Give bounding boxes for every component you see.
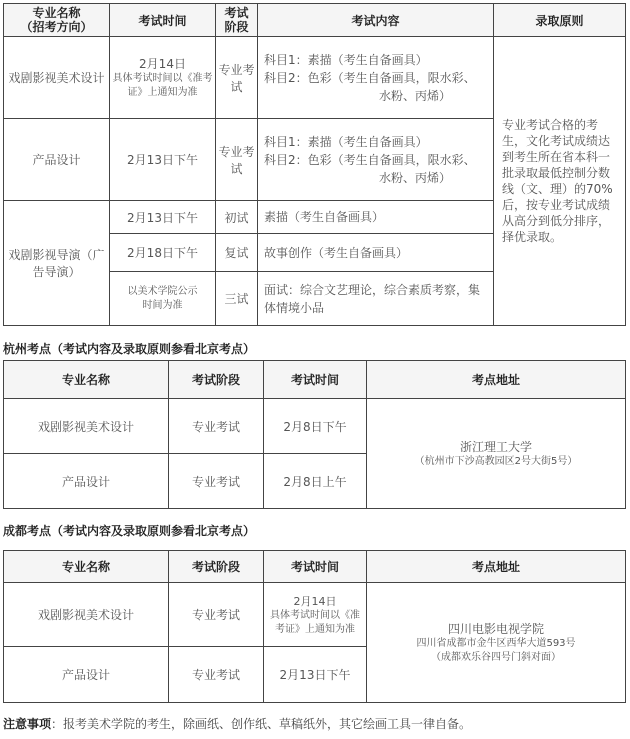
header-stage: 考试阶段 — [169, 551, 264, 583]
header-stage: 考试阶段 — [169, 361, 264, 399]
time-cell: 2月13日下午 — [264, 647, 367, 703]
major-cell: 戏剧影视美术设计 — [4, 583, 169, 647]
content-line: 科目1：素描（考生自备画具） — [264, 52, 428, 67]
major-cell: 戏剧影视美术设计 — [4, 37, 110, 119]
stage-cell: 专业考试 — [169, 647, 264, 703]
address-cell — [367, 583, 626, 703]
major-cell: 产品设计 — [4, 119, 110, 201]
content-cell — [258, 37, 494, 119]
time-sub: 具体考试时间以《准考证》上通知为准 — [270, 609, 360, 635]
header-address: 考点地址 — [367, 361, 626, 399]
stage-cell: 复试 — [216, 234, 258, 272]
address-line: （成都欢乐谷四号门斜对面） — [431, 652, 561, 663]
time-cell — [110, 37, 216, 119]
hangzhou-section-title: 杭州考点（考试内容及录取原则参看北京考点） — [3, 342, 256, 356]
address-name: 浙江理工大学 — [459, 440, 532, 454]
header-major: 专业名称 — [4, 551, 169, 583]
stage-cell: 专业考试 — [169, 583, 264, 647]
time-cell — [264, 583, 367, 647]
stage-cell: 专业考试 — [216, 37, 258, 119]
header-rule: 录取原则 — [494, 4, 626, 37]
stage-cell: 专业考试 — [169, 399, 264, 454]
beijing-exam-table — [3, 3, 626, 326]
major-cell: 戏剧影视美术设计 — [4, 399, 169, 454]
header-stage: 考试 阶段 — [216, 4, 258, 37]
major-cell: 产品设计 — [4, 647, 169, 703]
notice-text: ：报考美术学院的考生，除画纸、创作纸、草稿纸外，其它绘画工具一律自备。 — [51, 717, 472, 731]
time-cell: 2月8日上午 — [264, 454, 367, 509]
chengdu-exam-table — [3, 550, 626, 703]
header-major: 专业名称 — [4, 361, 169, 399]
content-cell: 故事创作（考生自备画具） — [258, 234, 494, 272]
address-name: 四川电影电视学院 — [447, 622, 544, 636]
content-cell: 面试：综合文艺理论，综合素质考察，集体情境小品 — [258, 272, 494, 326]
header-time: 考试时间 — [264, 551, 367, 583]
content-cell: 素描（考生自备画具） — [258, 201, 494, 234]
time-cell: 2月8日下午 — [264, 399, 367, 454]
chengdu-section-title: 成都考点（考试内容及录取原则参看北京考点） — [3, 524, 256, 538]
content-line: 科目2：色彩（考生自备画具，限水彩、 — [264, 152, 476, 167]
stage-cell: 专业考试 — [216, 119, 258, 201]
content-line: 科目1：素描（考生自备画具） — [264, 134, 428, 149]
stage-cell: 三试 — [216, 272, 258, 326]
address-detail: （杭州市下沙高教园区2号大街5号） — [414, 456, 578, 467]
stage-cell: 专业考试 — [169, 454, 264, 509]
hangzhou-exam-table — [3, 360, 626, 509]
notice — [3, 715, 471, 732]
content-line: 科目2：色彩（考生自备画具，限水彩、 — [264, 70, 476, 85]
major-cell: 产品设计 — [4, 454, 169, 509]
time-cell: 2月13日下午 — [110, 119, 216, 201]
content-cell — [258, 119, 494, 201]
major-cell: 戏剧影视导演（广告导演） — [4, 201, 110, 326]
notice-label: 注意事项 — [3, 717, 52, 731]
address-line: 四川省成都市金牛区西华大道593号 — [416, 638, 576, 649]
header-content: 考试内容 — [258, 4, 494, 37]
header-address: 考点地址 — [367, 551, 626, 583]
admission-rule-cell: 专业考试合格的考生，文化考试成绩达到考生所在省本科一批录取最低控制分数线（文、理）的70%后，按专业考试成绩从高分到低分排序，择优录取。 — [494, 37, 626, 326]
time-main: 2月14日 — [293, 594, 337, 608]
address-cell — [367, 399, 626, 509]
time-cell: 以美术学院公示时间为准 — [110, 272, 216, 326]
header-time: 考试时间 — [110, 4, 216, 37]
stage-cell: 初试 — [216, 201, 258, 234]
time-cell: 2月18日下午 — [110, 234, 216, 272]
content-line: 水粉、丙烯） — [378, 88, 451, 103]
time-sub: 具体考试时间以《准考证》上通知为准 — [112, 73, 213, 98]
time-cell: 2月13日下午 — [110, 201, 216, 234]
content-line: 水粉、丙烯） — [378, 170, 451, 185]
header-time: 考试时间 — [264, 361, 367, 399]
header-major: 专业名称 （招考方向） — [4, 4, 110, 37]
time-main: 2月14日 — [139, 57, 186, 71]
